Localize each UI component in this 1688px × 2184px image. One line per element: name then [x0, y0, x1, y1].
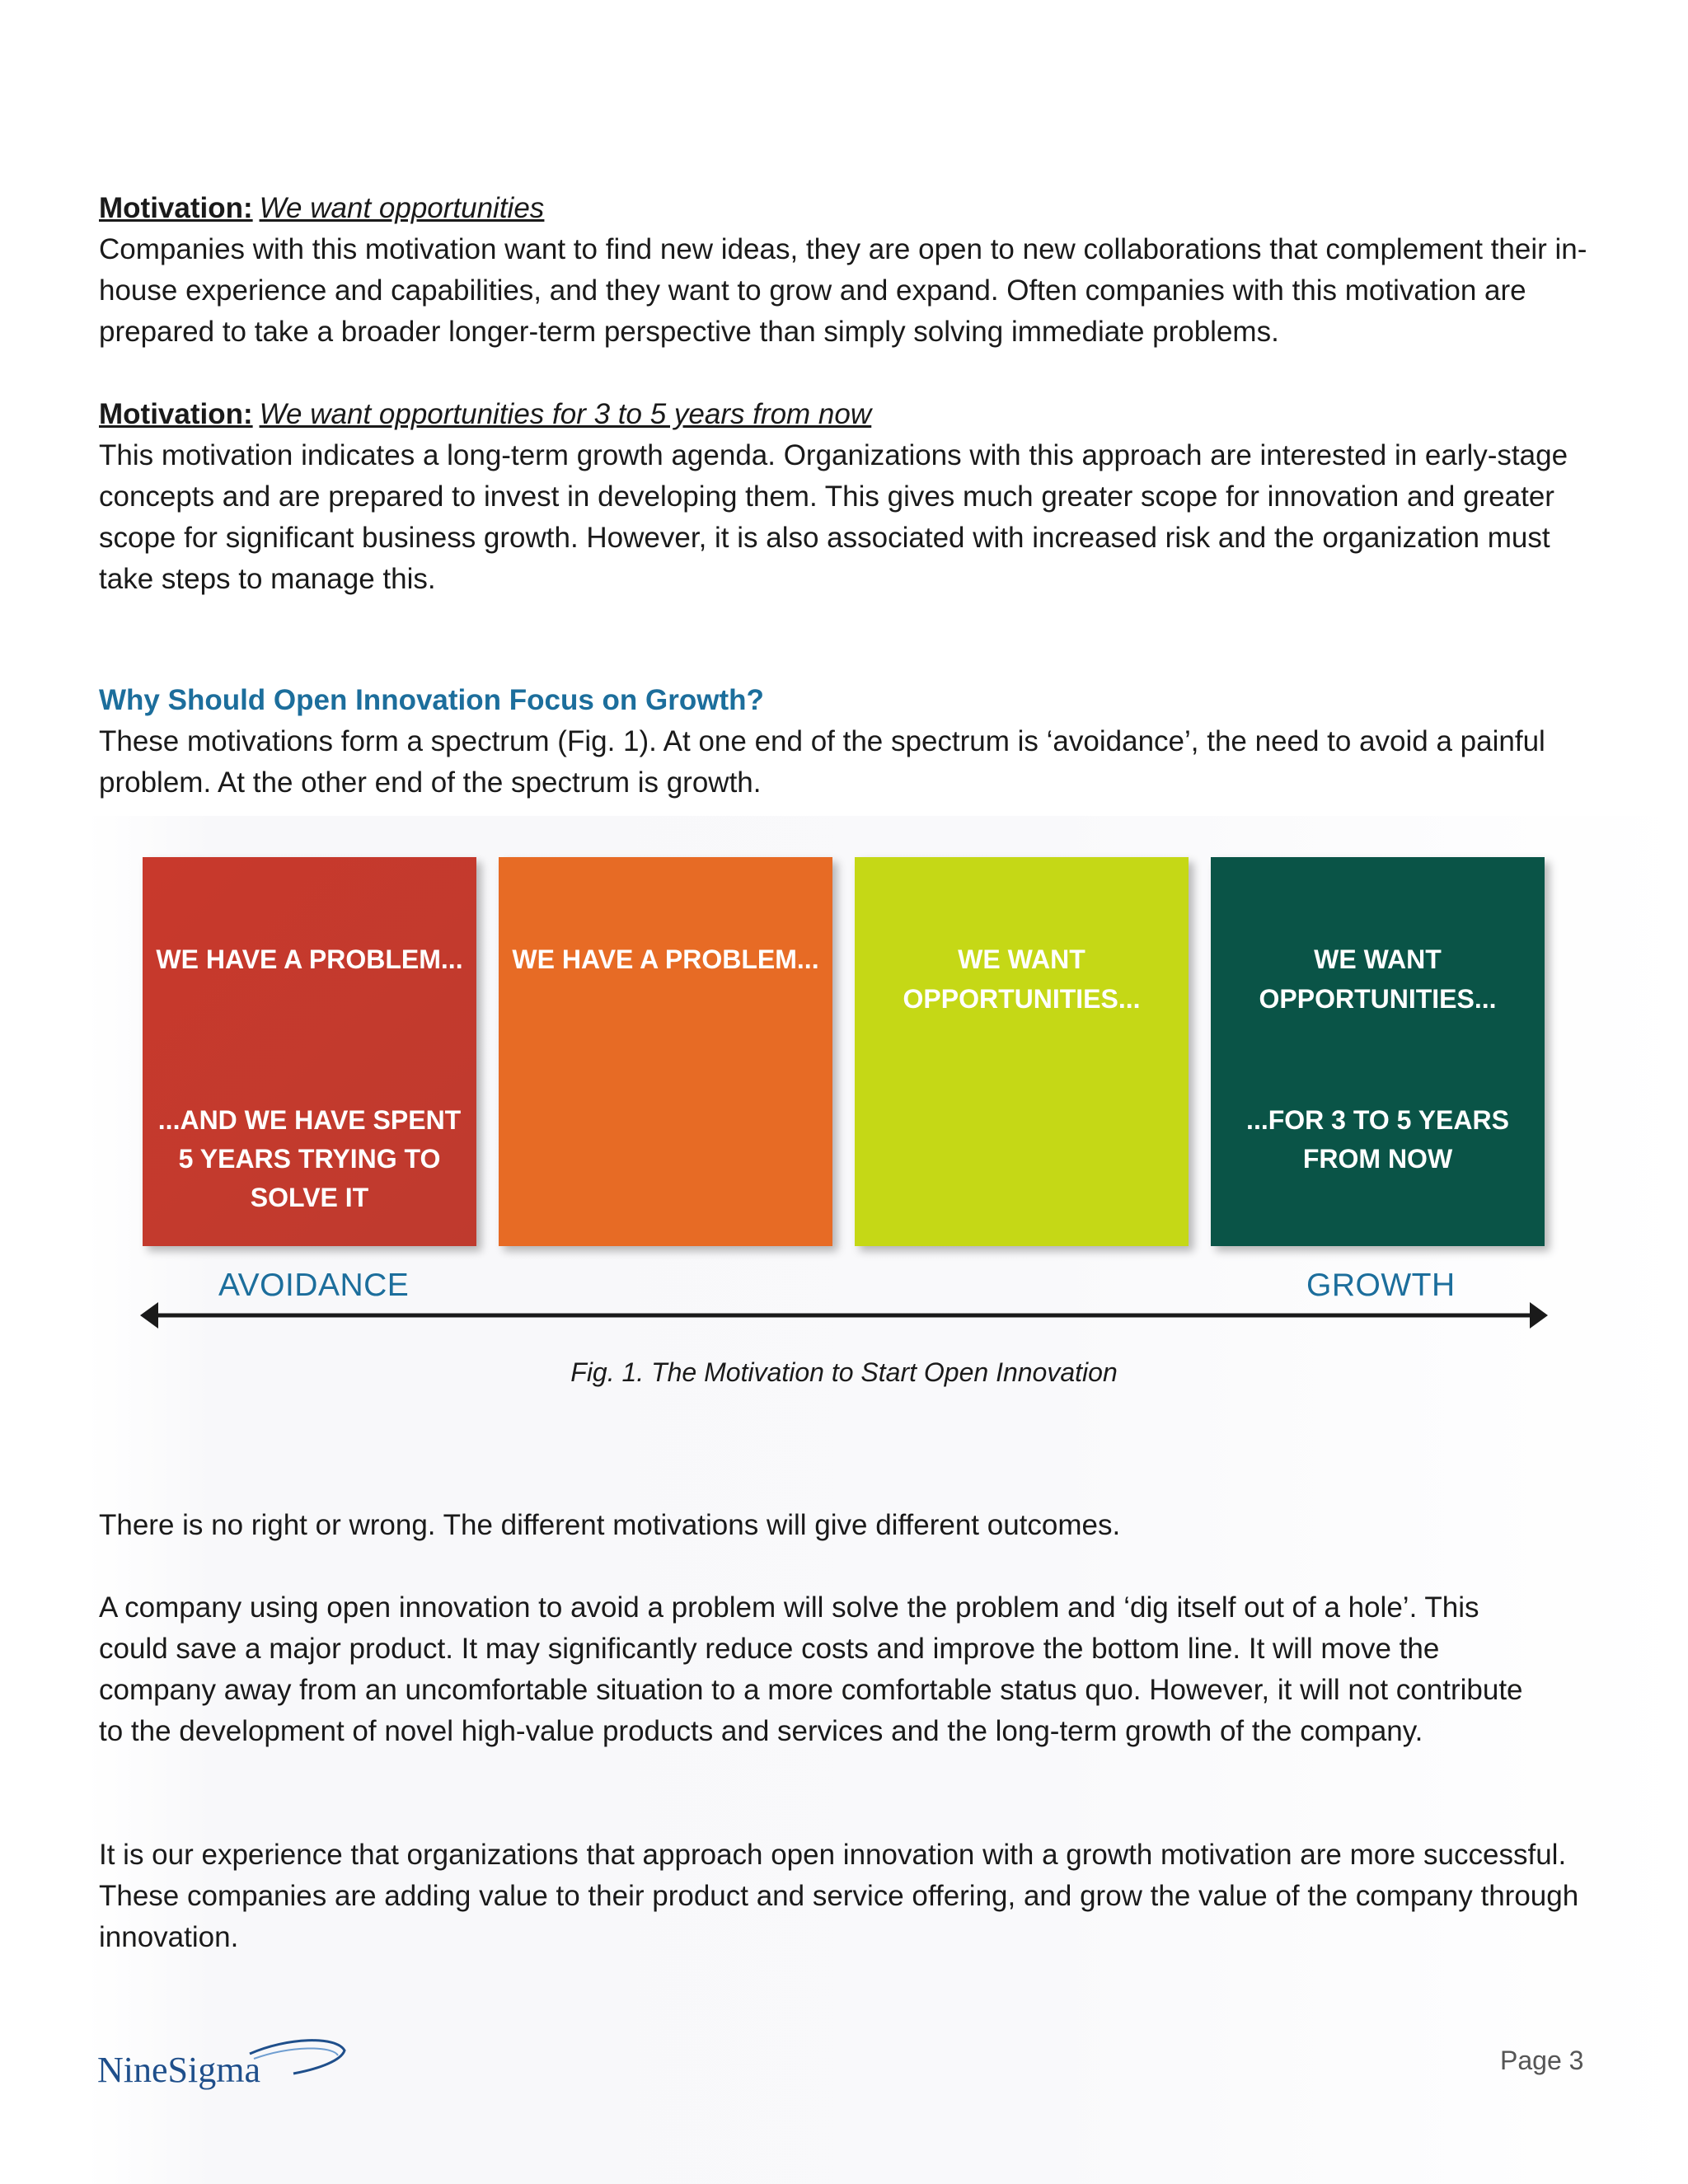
heading-label: Motivation: [99, 398, 253, 430]
growth-section [99, 680, 1607, 804]
box-subtitle: ...AND WE HAVE SPENT 5 YEARS TRYING TO SOLVE IT [157, 1105, 462, 1212]
arrow-head-right-icon [1530, 1302, 1548, 1329]
box-subtitle: ...FOR 3 TO 5 YEARS FROM NOW [1246, 1105, 1509, 1174]
section-heading [99, 394, 1607, 435]
paragraph: A company using open innovation to avoid a problem will solve the problem and ‘dig itself out of a hole’. This could save a major product. It may significantly reduce costs and improve the bottom line. It will move the company away from an uncomfortable situation to a more comfortable status quo. However, it will not contribute to the development of novel high-value products and services and the long-term growth of the company. [99, 1591, 1523, 1747]
figure-caption: Fig. 1. The Motivation to Start Open Innovation [570, 1357, 1118, 1387]
motivation-box-avoidance [143, 857, 476, 1246]
motivation-box-growth [1211, 857, 1545, 1246]
spectrum-arrow [138, 1301, 1550, 1330]
motivation-box-problem [499, 857, 832, 1246]
closing-paragraph-2 [99, 1587, 1537, 1752]
motivation-box-opportunities [855, 857, 1189, 1246]
paragraph: It is our experience that organizations that approach open innovation with a growth motivation are more successful. These companies are adding value to their product and service offering, and grow the value of the company through innovation. [99, 1839, 1579, 1953]
box-title: WE HAVE A PROBLEM... [156, 944, 463, 974]
box-title: WE WANT OPPORTUNITIES... [1259, 944, 1497, 1014]
section-title: Why Should Open Innovation Focus on Growth? [99, 684, 764, 716]
motivation-section-long-term [99, 394, 1607, 600]
section-body: This motivation indicates a long-term growth agenda. Organizations with this approach are interested in early-stage concepts and are prepared to invest in developing them. This gives much greater scope for innovation and greater scope for significant business growth. However, it is also associated with increased risk and the organization must take steps to manage this. [99, 439, 1568, 595]
box-title: WE HAVE A PROBLEM... [512, 944, 819, 974]
closing-paragraph-3 [99, 1835, 1607, 1958]
section-heading [99, 188, 1607, 229]
heading-label: Motivation: [99, 192, 253, 224]
closing-paragraph-1 [99, 1505, 1607, 1546]
box-title: WE WANT OPPORTUNITIES... [903, 944, 1141, 1014]
heading-subtitle: We want opportunities [259, 192, 545, 224]
logo-swoosh-icon [250, 2041, 345, 2074]
section-body: Companies with this motivation want to find new ideas, they are open to new collaborations that complement their in-house experience and capabilities, and they want to grow and expand. Often companies with this motivation are prepared to take a broader longer-term perspective than simply solving immediate problems. [99, 233, 1587, 348]
paragraph: There is no right or wrong. The different motivations will give different outcomes. [99, 1509, 1121, 1541]
section-body: These motivations form a spectrum (Fig. 1). At one end of the spectrum is ‘avoidance’, the need to avoid a painful problem. At the other end of the spectrum is growth. [99, 725, 1545, 799]
logo-text: NineSigma [97, 2050, 260, 2090]
ninesigma-logo [97, 2036, 353, 2093]
motivation-section-opportunities [99, 188, 1607, 353]
axis-label-avoidance: AVOIDANCE [218, 1268, 410, 1303]
page-number: Page 3 [1500, 2046, 1584, 2075]
arrow-head-left-icon [140, 1302, 158, 1329]
axis-label-growth: GROWTH [1306, 1268, 1456, 1303]
heading-subtitle: We want opportunities for 3 to 5 years from now [259, 398, 872, 430]
